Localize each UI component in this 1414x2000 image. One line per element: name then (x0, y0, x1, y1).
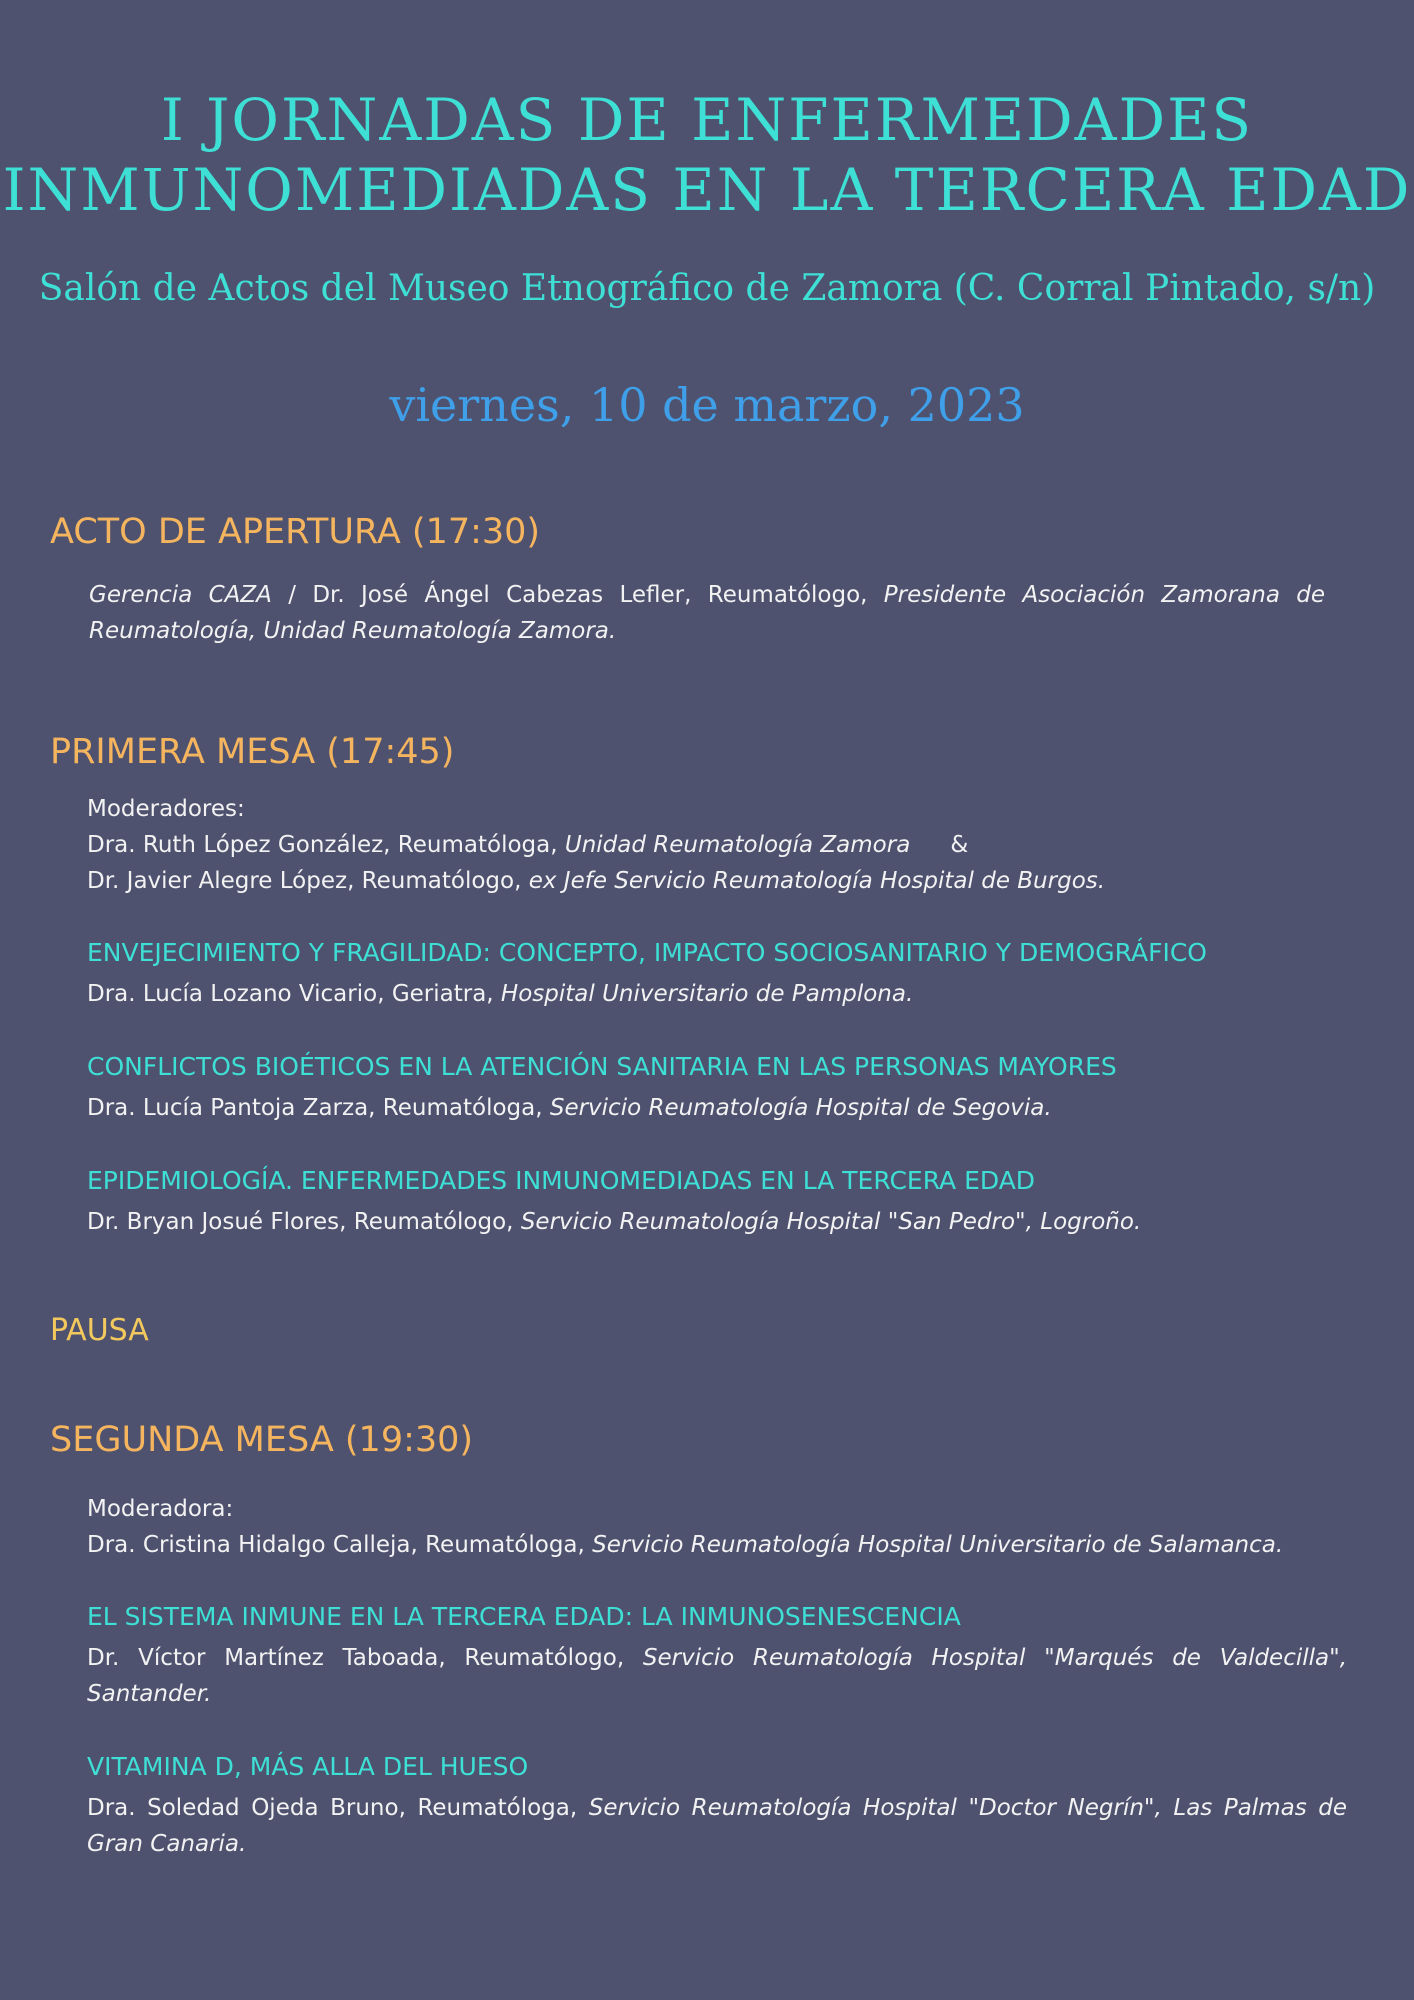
primera-mesa-moderators (87, 791, 1347, 899)
talk-speaker (87, 976, 1347, 1012)
speaker-affiliation: Servicio Reumatología Hospital "Marqués de Valdecilla", Santander. (87, 1645, 1348, 1707)
speaker-name: Dra. Soledad Ojeda Bruno, Reumatóloga, (87, 1795, 589, 1821)
speaker-affiliation: Servicio Reumatología Hospital de Segovia. (549, 1095, 1052, 1121)
moderator-2-name: Dr. Javier Alegre López, Reumatólogo, (87, 868, 529, 894)
section-heading-apertura: ACTO DE APERTURA (17:30) (50, 512, 541, 552)
event-title-line-2: INMUNOMEDIADAS EN LA TERCERA EDAD (2, 156, 1412, 224)
apertura-speaker: Dr. José Ángel Cabezas Lefler, Reumatólogo, (312, 582, 884, 608)
talk-speaker (87, 1204, 1347, 1240)
moderator-1-affiliation: Unidad Reumatología Zamora (564, 832, 911, 858)
section-heading-pausa: PAUSA (50, 1313, 149, 1348)
moderator-2-affiliation: ex Jefe Servicio Reumatología Hospital de Burgos. (528, 868, 1106, 894)
moderator-1 (87, 827, 1347, 863)
speaker-affiliation: Servicio Reumatología Hospital "San Pedro", Logroño. (520, 1209, 1142, 1235)
talk-speaker (87, 1640, 1347, 1712)
moderator-1-name: Dra. Cristina Hidalgo Calleja, Reumatóloga, (87, 1532, 593, 1558)
talk-title: ENVEJECIMIENTO Y FRAGILIDAD: CONCEPTO, IMPACTO SOCIOSANITARIO Y DEMOGRÁFICO (87, 938, 1207, 967)
speaker-name: Dra. Lucía Lozano Vicario, Geriatra, (87, 981, 501, 1007)
speaker-name: Dr. Bryan Josué Flores, Reumatólogo, (87, 1209, 521, 1235)
event-title-line-1: I JORNADAS DE ENFERMEDADES (160, 86, 1254, 154)
moderator-1 (87, 1527, 1347, 1563)
speaker-name: Dra. Lucía Pantoja Zarza, Reumatóloga, (87, 1095, 550, 1121)
segunda-mesa-moderators (87, 1491, 1347, 1563)
event-title (0, 85, 1414, 225)
moderator-2 (87, 863, 1347, 899)
event-venue: Salón de Actos del Museo Etnográfico de Zamora (C. Corral Pintado, s/n) (38, 268, 1376, 309)
apertura-separator: / (271, 582, 313, 608)
talk-title: CONFLICTOS BIOÉTICOS EN LA ATENCIÓN SANITARIA EN LAS PERSONAS MAYORES (87, 1052, 1117, 1081)
moderator-1-name: Dra. Ruth López González, Reumatóloga, (87, 832, 565, 858)
speaker-affiliation: Hospital Universitario de Pamplona. (500, 981, 914, 1007)
speaker-affiliation: Servicio Reumatología Hospital "Doctor Negrín", Las Palmas de Gran Canaria. (87, 1795, 1347, 1857)
section-heading-segunda-mesa: SEGUNDA MESA (19:30) (50, 1420, 474, 1460)
talk-speaker (87, 1790, 1347, 1862)
apertura-org: Gerencia CAZA (89, 582, 272, 608)
talk-speaker (87, 1090, 1347, 1126)
moderators-label: Moderadores: (87, 796, 245, 822)
ampersand: & (950, 832, 969, 858)
moderator-1-affiliation: Servicio Reumatología Hospital Universitario de Salamanca. (592, 1532, 1284, 1558)
speaker-name: Dr. Víctor Martínez Taboada, Reumatólogo, (87, 1645, 643, 1671)
talk-title: EL SISTEMA INMUNE EN LA TERCERA EDAD: LA INMUNOSENESCENCIA (87, 1602, 961, 1631)
talk-title: EPIDEMIOLOGÍA. ENFERMEDADES INMUNOMEDIADAS EN LA TERCERA EDAD (87, 1166, 1036, 1195)
apertura-role: Presidente Asociación Zamorana de Reumatología, Unidad Reumatología Zamora. (89, 582, 1326, 644)
apertura-description (89, 577, 1325, 649)
event-date: viernes, 10 de marzo, 2023 (389, 378, 1025, 432)
talk-title: VITAMINA D, MÁS ALLA DEL HUESO (87, 1752, 529, 1781)
moderators-label: Moderadora: (87, 1496, 234, 1522)
section-heading-primera-mesa: PRIMERA MESA (17:45) (50, 732, 455, 772)
